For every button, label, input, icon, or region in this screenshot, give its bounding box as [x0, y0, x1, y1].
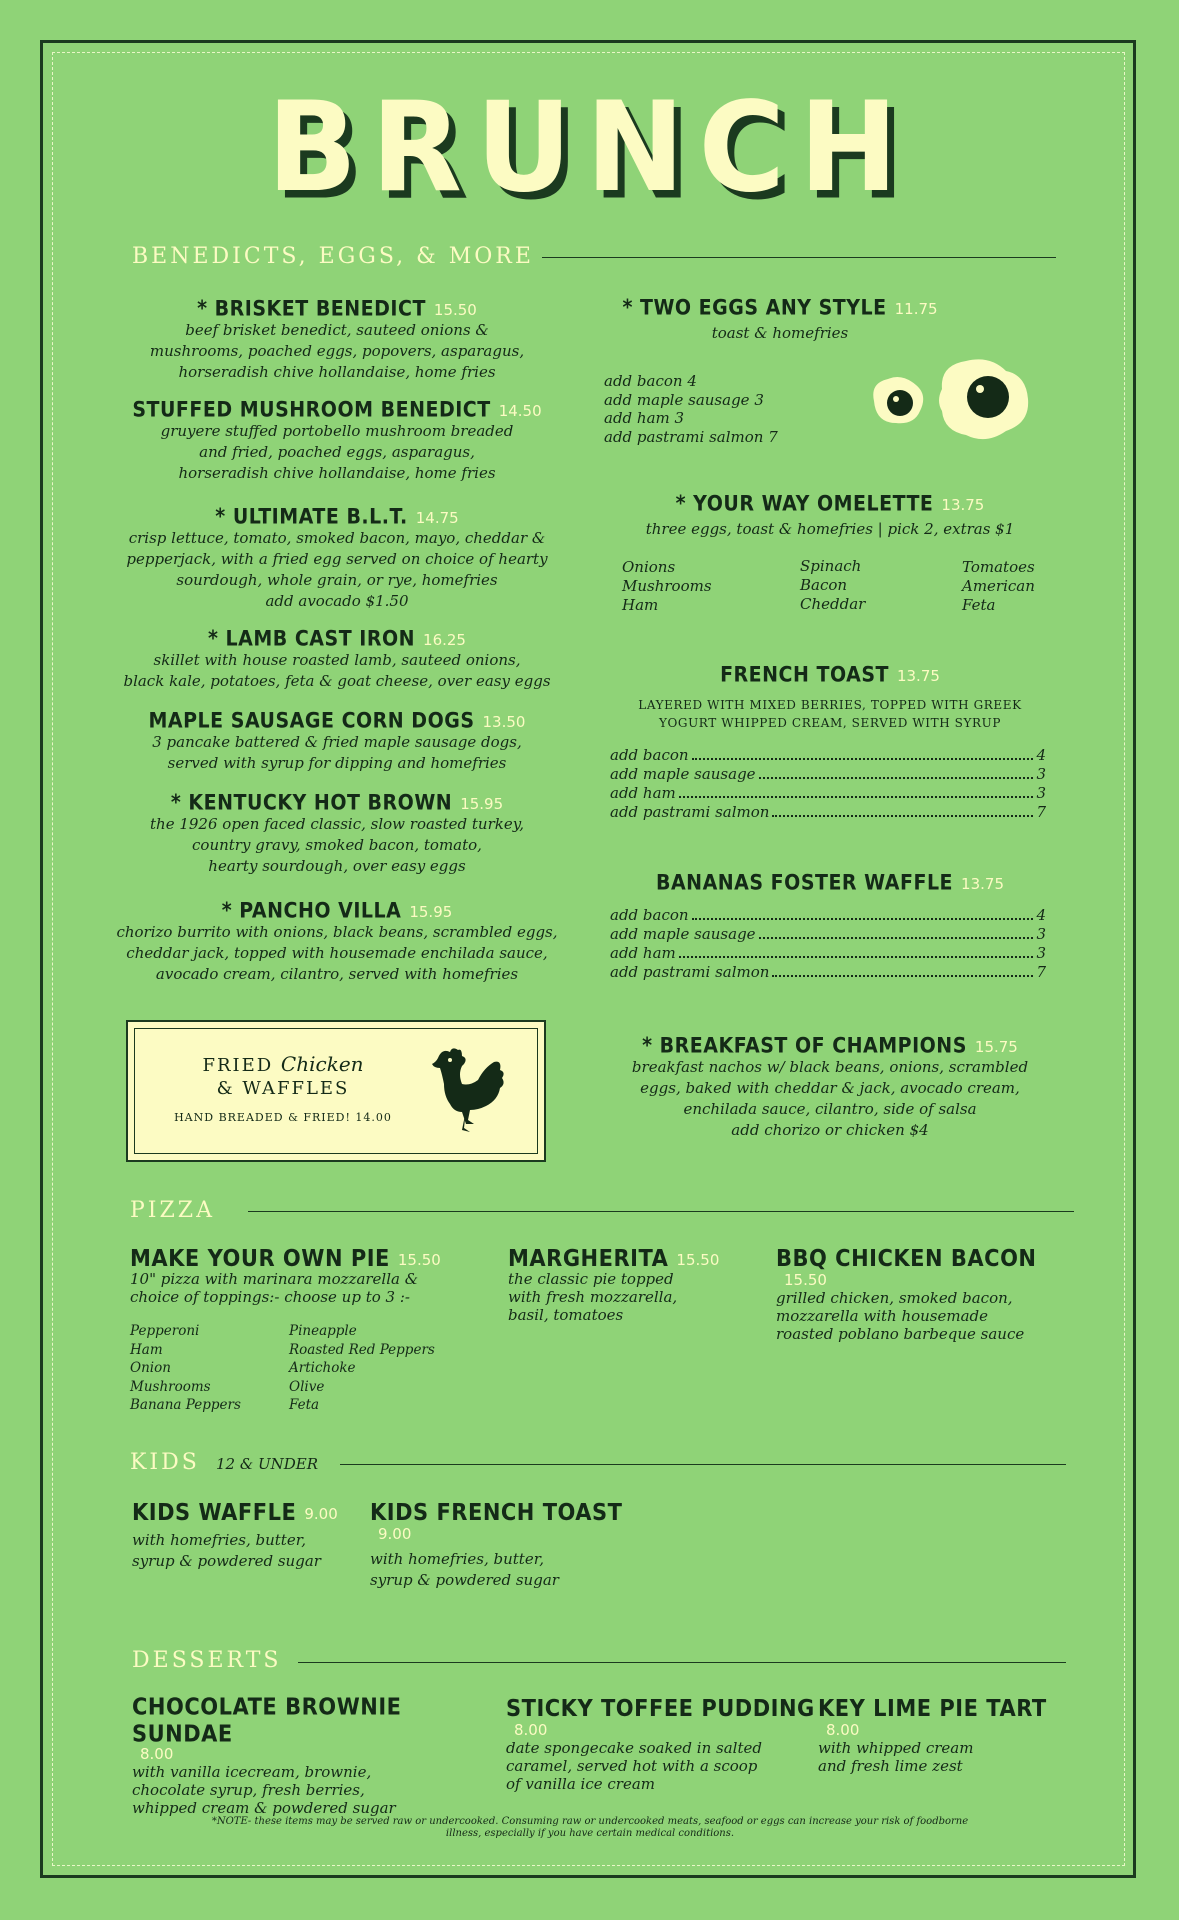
- addon-row: add bacon 4: [610, 906, 1046, 924]
- addon: add maple sausage 3: [604, 390, 764, 409]
- menu-item-brisket-benedict: [100, 298, 574, 383]
- option: Cheddar: [800, 595, 866, 613]
- item-desc: basil, tomatoes: [508, 1306, 624, 1324]
- item-price: 14.50: [498, 402, 542, 420]
- item-name: BBQ CHICKEN BACON: [776, 1244, 1037, 1272]
- menu-item-kids-waffle: [132, 1500, 352, 1572]
- option: Spinach: [800, 557, 862, 575]
- addon-row: add ham 3: [610, 944, 1046, 962]
- item-price: 15.50: [676, 1251, 720, 1269]
- menu-item-french-toast: [600, 664, 1060, 732]
- menu-item-kentucky-hot-brown: [100, 792, 574, 877]
- item-desc: and fried, poached eggs, asparagus,: [199, 443, 475, 461]
- menu-item-key-lime-pie-tart: [818, 1696, 1078, 1775]
- item-name: * BREAKFAST OF CHAMPIONS: [642, 1033, 967, 1059]
- item-price: 13.75: [896, 667, 940, 685]
- menu-item-omelette: [600, 493, 1060, 540]
- menu-item-kids-french-toast: [370, 1500, 660, 1591]
- item-price: 15.50: [784, 1271, 827, 1289]
- topping: Olive: [289, 1378, 325, 1395]
- item-desc: horseradish chive hollandaise, home fries: [178, 363, 496, 381]
- item-desc: three eggs, toast & homefries | pick 2, extras $1: [645, 520, 1015, 538]
- item-price: 11.75: [894, 300, 938, 318]
- item-desc: with homefries, butter,: [132, 1531, 307, 1549]
- item-desc: with whipped cream: [818, 1739, 974, 1757]
- item-price: 15.75: [974, 1038, 1018, 1056]
- item-price: 13.75: [961, 875, 1004, 893]
- chicken-waffles-price: HAND BREADED & FRIED! 14.00: [174, 1111, 392, 1124]
- item-desc: caramel, served hot with a scoop: [506, 1757, 758, 1775]
- omelette-options-col1: [622, 558, 742, 615]
- option: Mushrooms: [622, 577, 712, 595]
- menu-item-make-your-own-pie: [130, 1246, 470, 1306]
- addon-row: add maple sausage 3: [610, 765, 1046, 783]
- section-rule: [340, 1464, 1066, 1465]
- addon-row: add ham 3: [610, 784, 1046, 802]
- item-name: KIDS WAFFLE: [132, 1498, 297, 1526]
- item-price: 8.00: [514, 1721, 548, 1739]
- item-name: STICKY TOFFEE PUDDING: [506, 1694, 815, 1722]
- option: American: [962, 577, 1035, 595]
- item-desc: enchilada sauce, cilantro, side of salsa: [683, 1100, 977, 1118]
- item-desc: black kale, potatoes, feta & goat cheese, over easy eggs: [123, 672, 551, 690]
- item-price: 9.00: [378, 1525, 412, 1543]
- item-price: 8.00: [140, 1745, 174, 1763]
- item-desc: whipped cream & powdered sugar: [132, 1799, 396, 1817]
- topping: Feta: [289, 1397, 320, 1413]
- item-desc: LAYERED WITH MIXED BERRIES, TOPPED WITH GREEK: [638, 698, 1022, 712]
- item-desc: eggs, baked with cheddar & jack, avocado cream,: [640, 1079, 1020, 1097]
- item-desc: add chorizo or chicken $4: [731, 1121, 929, 1139]
- addon-row: add pastrami salmon 7: [610, 803, 1046, 821]
- health-note: [160, 1816, 1020, 1840]
- item-desc: syrup & powdered sugar: [132, 1552, 321, 1570]
- menu-item-pancho-villa: [88, 900, 586, 985]
- addon-row: add pastrami salmon 7: [610, 963, 1046, 981]
- option: Onions: [622, 558, 676, 576]
- topping: Mushrooms: [130, 1378, 211, 1395]
- menu-item-ultimate-blt: [100, 506, 574, 612]
- page-title: BRUNCH: [267, 74, 912, 220]
- option: Feta: [962, 596, 996, 614]
- option: Bacon: [800, 576, 848, 594]
- omelette-options-col3: [962, 558, 1062, 615]
- section-kids: KIDS: [130, 1450, 200, 1475]
- item-price: 13.75: [941, 496, 985, 514]
- menu-item-margherita: [508, 1246, 748, 1324]
- note-line: illness, especially if you have certain medical conditions.: [445, 1828, 735, 1839]
- section-benedicts: BENEDICTS, EGGS, & MORE: [132, 244, 534, 269]
- topping: Artichoke: [289, 1360, 356, 1376]
- omelette-options-col2: [800, 557, 920, 614]
- waffle-addons: [610, 906, 1046, 982]
- item-desc: mozzarella with housemade: [776, 1307, 989, 1325]
- section-pizza: PIZZA: [130, 1198, 215, 1223]
- menu-item-stuffed-mushroom-benedict: [100, 399, 574, 484]
- item-name: * YOUR WAY OMELETTE: [675, 491, 934, 517]
- item-name: * BRISKET BENEDICT: [197, 296, 426, 322]
- chicken-waffles-chicken: Chicken: [280, 1052, 364, 1076]
- item-price: 15.95: [460, 795, 504, 813]
- item-desc: grilled chicken, smoked bacon,: [776, 1289, 1013, 1307]
- addon-row: add bacon 4: [610, 746, 1046, 764]
- item-desc: country gravy, smoked bacon, tomato,: [192, 836, 482, 854]
- menu-item-sticky-toffee-pudding: [506, 1696, 816, 1793]
- item-name: MAPLE SAUSAGE CORN DOGS: [148, 708, 475, 734]
- option: Tomatoes: [962, 558, 1035, 576]
- item-price: 14.75: [415, 509, 459, 527]
- item-desc: chocolate syrup, fresh berries,: [132, 1781, 365, 1799]
- item-desc: with homefries, butter,: [370, 1550, 545, 1568]
- section-rule: [298, 1662, 1066, 1663]
- menu-item-lamb-cast-iron: [100, 628, 574, 692]
- item-desc: gruyere stuffed portobello mushroom breaded: [160, 422, 514, 440]
- chicken-waffles-box: [126, 1020, 546, 1162]
- item-desc: mushrooms, poached eggs, popovers, asparagus,: [149, 342, 525, 360]
- item-desc: breakfast nachos w/ black beans, onions, scrambled: [631, 1058, 1029, 1076]
- item-name: CHOCOLATE BROWNIE SUNDAE: [132, 1693, 402, 1747]
- item-desc: the classic pie topped: [508, 1270, 674, 1288]
- section-rule: [248, 1211, 1074, 1212]
- item-name: * TWO EGGS ANY STYLE: [622, 295, 887, 321]
- addon: add pastrami salmon 7: [604, 427, 778, 446]
- topping: Ham: [130, 1341, 163, 1358]
- menu-item-chocolate-brownie-sundae: [132, 1693, 492, 1817]
- item-desc: choice of toppings:- choose up to 3 :-: [130, 1288, 410, 1306]
- item-desc: roasted poblano barbeque sauce: [776, 1325, 1025, 1343]
- item-name: MARGHERITA: [508, 1244, 669, 1272]
- item-desc: and fresh lime zest: [818, 1757, 963, 1775]
- item-desc: beef brisket benedict, sauteed onions &: [185, 321, 489, 339]
- addon-row: add maple sausage 3: [610, 925, 1046, 943]
- section-desserts: DESSERTS: [132, 1648, 282, 1673]
- item-desc: served with syrup for dipping and homefries: [167, 754, 507, 772]
- item-desc: 3 pancake battered & fried maple sausage dogs,: [152, 733, 522, 751]
- topping: Pineapple: [289, 1323, 357, 1339]
- fried-eggs-icon: [866, 355, 1042, 447]
- item-desc: skillet with house roasted lamb, sauteed onions,: [153, 651, 521, 669]
- item-desc: avocado cream, cilantro, served with homefries: [155, 965, 519, 983]
- item-desc: YOGURT WHIPPED CREAM, SERVED WITH SYRUP: [658, 716, 1002, 730]
- menu-item-two-eggs: [590, 297, 970, 344]
- item-price: 8.00: [826, 1721, 860, 1739]
- item-name: BANANAS FOSTER WAFFLE: [655, 870, 954, 896]
- item-desc: of vanilla ice cream: [506, 1775, 655, 1793]
- menu-item-maple-sausage-corn-dogs: [100, 710, 574, 774]
- pizza-toppings-col1: [130, 1322, 280, 1415]
- addon: add ham 3: [604, 409, 685, 427]
- pizza-toppings-col2: [289, 1322, 469, 1415]
- item-desc: hearty sourdough, over easy eggs: [208, 857, 466, 875]
- item-desc: crisp lettuce, tomato, smoked bacon, mayo, cheddar &: [128, 529, 546, 547]
- note-line: *NOTE- these items may be served raw or undercooked. Consuming raw or undercooked meats, seafood or eggs can increase your risk of foodborne: [211, 1816, 969, 1827]
- topping: Pepperoni: [130, 1323, 200, 1339]
- rooster-icon: [428, 1044, 508, 1136]
- menu-item-breakfast-of-champions: [600, 1035, 1060, 1141]
- two-eggs-addons: [604, 372, 844, 446]
- chicken-waffles-fried: FRIED: [202, 1055, 274, 1076]
- item-name: * LAMB CAST IRON: [208, 626, 416, 652]
- item-desc: pepperjack, with a fried egg served on choice of hearty: [126, 550, 548, 568]
- item-name: MAKE YOUR OWN PIE: [130, 1244, 390, 1272]
- item-desc: 10" pizza with marinara mozzarella &: [130, 1270, 419, 1288]
- kids-age-note: 12 & UNDER: [216, 1455, 319, 1473]
- item-name: * ULTIMATE B.L.T.: [215, 504, 408, 530]
- topping: Roasted Red Peppers: [289, 1341, 435, 1358]
- item-name: * PANCHO VILLA: [221, 898, 402, 924]
- item-name: FRENCH TOAST: [720, 662, 889, 688]
- item-desc: date spongecake soaked in salted: [506, 1739, 762, 1757]
- section-rule: [542, 257, 1056, 258]
- chicken-waffles-title: & WAFFLES: [216, 1078, 350, 1099]
- item-price: 16.25: [423, 631, 466, 649]
- menu-item-bananas-foster-waffle: [600, 872, 1060, 894]
- option: Ham: [622, 596, 659, 614]
- menu-item-bbq-chicken-bacon: [776, 1246, 1066, 1343]
- item-desc: sourdough, whole grain, or rye, homefries: [176, 571, 498, 589]
- item-desc: add avocado $1.50: [265, 592, 409, 610]
- item-desc: syrup & powdered sugar: [370, 1571, 559, 1589]
- item-price: 15.50: [433, 301, 477, 319]
- item-desc: cheddar jack, topped with housemade enchilada sauce,: [126, 944, 548, 962]
- item-price: 15.50: [397, 1251, 441, 1269]
- item-name: * KENTUCKY HOT BROWN: [170, 790, 453, 816]
- item-name: STUFFED MUSHROOM BENEDICT: [132, 397, 491, 423]
- item-name: KIDS FRENCH TOAST: [370, 1498, 623, 1526]
- item-desc: the 1926 open faced classic, slow roasted turkey,: [150, 815, 524, 833]
- item-desc: horseradish chive hollandaise, home fries: [178, 464, 496, 482]
- item-desc: toast & homefries: [711, 324, 849, 342]
- topping: Onion: [130, 1360, 171, 1376]
- item-price: 15.95: [409, 903, 453, 921]
- french-toast-addons: [610, 746, 1046, 822]
- item-desc: chorizo burrito with onions, black beans, scrambled eggs,: [116, 923, 558, 941]
- addon: add bacon 4: [604, 372, 697, 390]
- item-price: 13.50: [482, 713, 526, 731]
- item-price: 9.00: [304, 1505, 338, 1523]
- topping: Banana Peppers: [130, 1397, 241, 1413]
- item-desc: with fresh mozzarella,: [508, 1288, 678, 1306]
- item-name: KEY LIME PIE TART: [818, 1694, 1047, 1722]
- item-desc: with vanilla icecream, brownie,: [132, 1763, 372, 1781]
